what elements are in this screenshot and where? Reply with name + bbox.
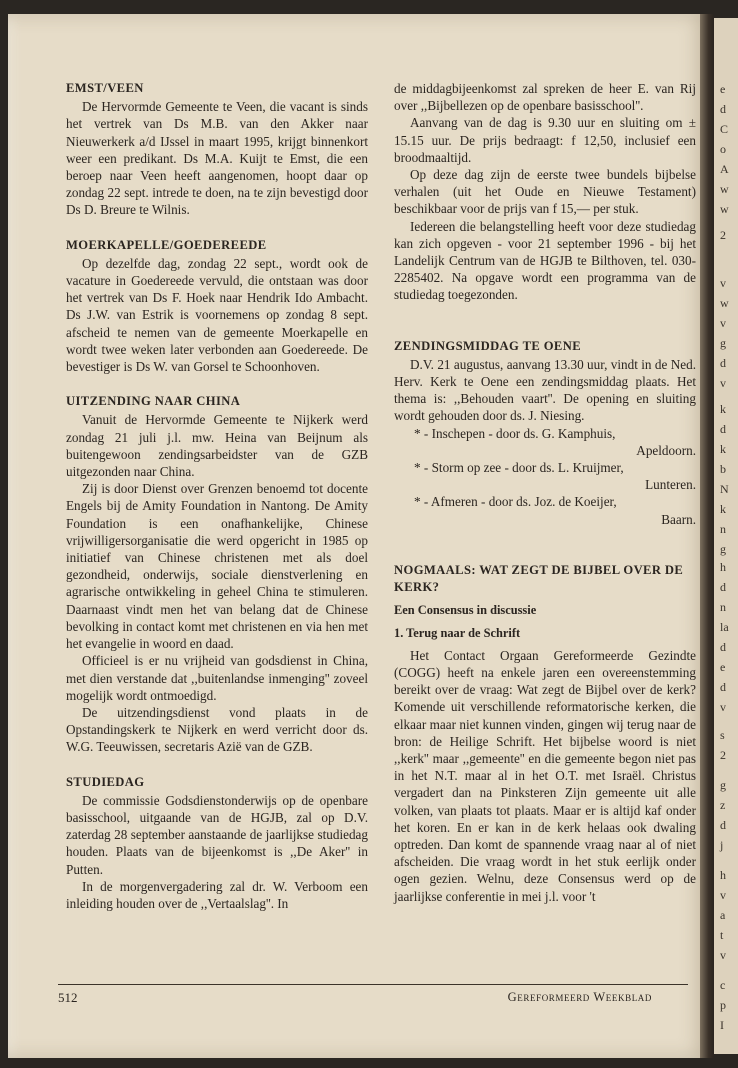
next-page-fragment: w <box>720 182 729 196</box>
program-item: * - Storm op zee - door ds. L. Kruijmer, Lunteren. <box>414 460 696 493</box>
article-paragraph: Het Contact Orgaan Gereformeerde Gezindte (COGG) heeft na enkele jaren een overeenstemming bereikt over de vraag: Wat zegt de Bijbel over de kerk? Komende uit verschillende reformatorische kerken, die elkaar maar niet kunnen vinden, gingen wij terug naar de bron: de Heilige Schrift. Het bijbelse woord is niet ,,kerk'' maar ,,gemeente'' en die gemeente begon niet pas in het N.T. maar al in het O.T. met Israël. Christus vergadert dan na Pinksteren Zijn gemeente uit alle volken, van plaats tot plaats. Maar er is altijd kaf onder het koren. En er kan in de kerk helaas ook dwaling optreden. Dan komt de spannende vraag naar al of niet afscheiden. Die vraag wordt in het stuk eerlijk onder ogen gezien. Welnu, deze Consensus werd op de jaarlijkse conferentie in mei j.l. voor 't <box>394 647 696 904</box>
next-page-fragment: N <box>720 482 729 496</box>
next-page-fragment: d <box>720 680 726 694</box>
left-column <box>66 80 368 912</box>
page-number: 512 <box>58 990 78 1005</box>
next-page-fragment: g <box>720 336 726 350</box>
article-paragraph: De Hervormde Gemeente te Veen, die vacant is sinds het vertrek van Ds M.B. van den Akker naar Nieuwerkerk a/d IJssel in maart 1995, krijgt binnenkort weer een predikant. Ds M.A. Kuijt te Emst, die een beroep naar Veen heeft aangenomen, hoopt daar op zondag 22 sept. intrede te doen, na te zijn bevestigd door Ds D. Breure te Wilnis. <box>66 99 368 218</box>
article-paragraph: Iedereen die belangstelling heeft voor deze studiedag kan zich opgeven - voor 21 september 1996 - bij het Landelijk Centrum van de HGJB te Bilthoven, tel. 030-2285402. Na opgave wordt een programma van de studiedag toegezonden. <box>394 218 696 303</box>
heading-emst-veen: EMST/VEEN <box>66 81 144 95</box>
next-page-fragment: w <box>720 202 729 216</box>
next-page-fragment: g <box>720 778 726 792</box>
next-page-fragment: j <box>720 838 724 852</box>
next-page-fragment: d <box>720 818 726 832</box>
heading-nogmaals-bijbel: NOGMAALS: WAT ZEGT DE BIJBEL OVER DE KERK? <box>394 562 684 595</box>
footer-rule <box>58 984 688 985</box>
article-paragraph: Zij is door Dienst over Grenzen benoemd tot docente Engels bij de Amity Foundation in Nantong. De Amity Foundation is een onafhankelijke, Chinese vrijwilligersorganisatie die werd opgericht in 1985 op initiatief van Chinese christenen met als doel gezondheid, onderwijs, sociale dienstverlening en agrarische ontwikkeling in geheel China te stimuleren. Daarnaast vindt men het van belang dat de Chinese bevolking in contact komt met christenen en via hen met het evangelie in woord en daad. <box>66 481 368 652</box>
next-page-fragment: d <box>720 640 726 654</box>
next-page-fragment: a <box>720 908 726 922</box>
article-paragraph: Op deze dag zijn de eerste twee bundels bijbelse verhalen (uit het Oude en Nieuwe Testament) beschikbaar voor de prijs van f 15,— per stuk. <box>394 167 696 217</box>
next-page-fragment: v <box>720 700 726 714</box>
next-page-fragment: n <box>720 600 726 614</box>
subheading-consensus: Een Consensus in discussie <box>394 603 537 618</box>
next-page-fragment: z <box>720 798 726 812</box>
magazine-title: Gereformeerd Weekblad <box>507 990 652 1004</box>
heading-zendingsmiddag-oene: ZENDINGSMIDDAG TE OENE <box>394 338 582 353</box>
next-page-fragment: v <box>720 316 726 330</box>
next-page-fragment: t <box>720 928 724 942</box>
next-page-fragment: k <box>720 502 726 516</box>
article-paragraph: Officieel is er nu vrijheid van godsdienst in China, met dien verstande dat ,,buitenlandse inmenging'' zoveel mogelijk wordt ontmoedigd. <box>66 653 368 703</box>
next-page-fragment: v <box>720 888 726 902</box>
next-page-fragment: v <box>720 376 726 390</box>
next-page-fragment: A <box>720 162 729 176</box>
next-page-fragment: d <box>720 102 726 116</box>
article-paragraph: D.V. 21 augustus, aanvang 13.30 uur, vindt in de Ned. Herv. Kerk te Oene een zendingsmiddag plaats. Het thema is: ,,Behouden vaart''. De opening en sluiting wordt gehouden door ds. J. Niesing. <box>394 356 696 424</box>
next-page-fragment: e <box>720 660 726 674</box>
next-page-fragment: p <box>720 998 726 1012</box>
article-paragraph: Aanvang van de dag is 9.30 uur en sluiting om ± 15.15 uur. De prijs bedraagt: f 12,50, inclusief een broodmaaltijd. <box>394 115 696 165</box>
next-page-fragment: v <box>720 948 726 962</box>
article-paragraph: de middagbijeenkomst zal spreken de heer E. van Rij over ,,Bijbellezen op de openbare basisschool''. <box>394 81 696 114</box>
article-paragraph: In de morgenvergadering zal dr. W. Verboom een inleiding houden over de ,,Vertaalslag''. In <box>66 878 368 911</box>
next-page-fragment: c <box>720 978 726 992</box>
next-page-fragment: 2 <box>720 748 726 762</box>
next-page-fragment: k <box>720 402 726 416</box>
right-column <box>394 80 696 905</box>
next-page-fragment: 2 <box>720 228 726 242</box>
magazine-page <box>8 14 708 1058</box>
heading-moerkapelle: MOERKAPELLE/GOEDEREEDE <box>66 237 267 252</box>
next-page-fragment: h <box>720 560 726 574</box>
article-paragraph: Vanuit de Hervormde Gemeente te Nijkerk werd zondag 21 juli j.l. mw. Heina van Beijnum als buitengewoon zendingsarbeidster van de GZB uitgezonden naar China. <box>66 412 368 480</box>
program-item: * - Inschepen - door ds. G. Kamphuis, Apeldoorn. <box>414 425 696 458</box>
article-paragraph: De uitzendingsdienst vond plaats in de Opstandingskerk te Nijkerk en werd verricht door ds. W.G. Teeuwissen, secretaris Azië van de GZB. <box>66 704 368 755</box>
next-page-fragment: v <box>720 276 726 290</box>
subheading-terug-naar-schrift: 1. Terug naar de Schrift <box>394 626 521 641</box>
book-spine <box>700 14 714 1058</box>
next-page-fragment: d <box>720 580 726 594</box>
next-page-fragment: k <box>720 442 726 456</box>
next-page-fragment: b <box>720 462 726 476</box>
heading-studiedag: STUDIEDAG <box>66 774 145 789</box>
next-page-fragment: d <box>720 422 726 436</box>
article-paragraph: De commissie Godsdienstonderwijs op de openbare basisschool, uitgaande van de HGJB, zal op D.V. zaterdag 28 september aanstaande de jaarlijkse studiedag houden. Plaats van de bijeenkomst is ,,De Aker'' in Putten. <box>66 792 368 877</box>
next-page-fragment: I <box>720 1018 724 1032</box>
next-page-fragment: e <box>720 82 726 96</box>
next-page-fragment: la <box>720 620 729 634</box>
heading-uitzending-china: UITZENDING NAAR CHINA <box>66 394 241 409</box>
next-page-fragment: w <box>720 296 729 310</box>
next-page-fragment: s <box>720 728 725 742</box>
program-list <box>394 425 696 528</box>
next-page-fragment: h <box>720 868 726 882</box>
next-page-fragment: n <box>720 522 726 536</box>
article-paragraph: Op dezelfde dag, zondag 22 sept., wordt ook de vacature in Goedereede vervuld, die ontstaan was door het vertrek van Ds F. Hoek naar Hendrik Ido Ambacht. Ds J.W. van Estrik is voornemens op zondag 8 sept. afscheid te nemen van de gemeente Moerkapelle en wordt twee weken later verbonden aan Goedereede. De bevestiger is Ds W. van Gorsel te Schoonhoven. <box>66 255 368 375</box>
program-item: * - Afmeren - door ds. Joz. de Koeijer, Baarn. <box>414 494 696 527</box>
next-page-fragment: g <box>720 542 726 556</box>
next-page-fragment: C <box>720 122 729 136</box>
next-page-fragment: o <box>720 142 726 156</box>
next-page-fragment: d <box>720 356 726 370</box>
next-page-edge <box>714 18 738 1054</box>
